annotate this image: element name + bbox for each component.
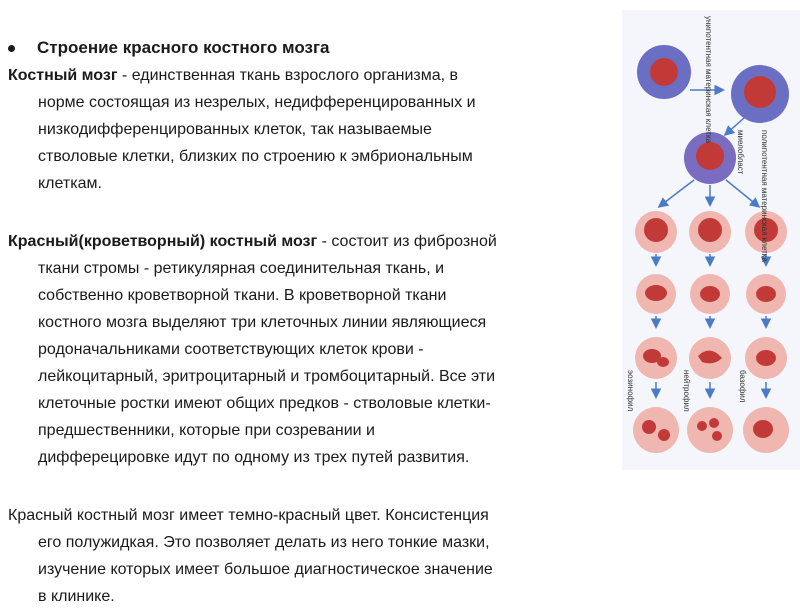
cell-col1-row1 xyxy=(635,211,677,253)
hematopoiesis-diagram xyxy=(622,10,800,470)
label-col1: эозинофил xyxy=(626,370,635,412)
p3-line-3: изучение которых имеет большое диагностическое значение xyxy=(38,561,493,578)
p2-line-4: костного мозга выделяют три клеточных линии являющиеся xyxy=(38,314,487,331)
term-red-marrow: Красный(кроветворный) костный мозг xyxy=(8,233,318,250)
label-myeloblast: миелобласт xyxy=(736,130,745,175)
cell-col2-row1 xyxy=(689,211,731,253)
p2-line-8: предшественники, которые при созревании и xyxy=(38,422,375,439)
slide-title: Строение красного костного мозга xyxy=(37,38,330,57)
p1-line-3: низкодифференцированных клеток, так называемые xyxy=(38,121,432,138)
p2-line-7: клеточные ростки имеют общих предков - стволовые клетки- xyxy=(38,395,491,412)
label-stem: унипотентная материнская клетка xyxy=(704,16,713,144)
p2-line-6: лейкоцитарный, эритроцитарный и тромбоцитарный. Все эти xyxy=(38,368,496,385)
label-poly: полипотентная материнская клетка xyxy=(760,130,769,262)
cell-col2-row4 xyxy=(687,407,733,453)
cell-col3-row4 xyxy=(743,407,789,453)
cell-col3-row3 xyxy=(745,337,787,379)
p2-line-3: собственно кроветворной ткани. В кроветворной ткани xyxy=(38,287,447,304)
cell-col1-row2 xyxy=(636,274,676,314)
slide-title-row xyxy=(8,38,329,58)
label-col3: базофил xyxy=(738,370,747,403)
cell-col1-row4 xyxy=(633,407,679,453)
cell-col3-row2 xyxy=(746,274,786,314)
p3-line-2: его полужидкая. Это позволяет делать из него тонкие мазки, xyxy=(38,534,490,551)
term-bone-marrow: Костный мозг xyxy=(8,67,118,84)
p3-line-4: в клинике. xyxy=(38,588,115,605)
cell-col2-row3 xyxy=(689,337,731,379)
arrow-col1 xyxy=(660,180,694,206)
paragraph-consistency xyxy=(8,502,618,610)
hematopoiesis-figure xyxy=(622,10,800,470)
bullet-icon xyxy=(8,45,15,52)
paragraph-red-marrow xyxy=(8,228,628,471)
p2-line-1: - состоит из фиброзной xyxy=(317,233,497,250)
p1-line-5: клеткам. xyxy=(38,175,102,192)
label-col2: нейтрофил xyxy=(682,370,691,412)
p2-line-9: дифферецировке идут по одному из трех путей развития. xyxy=(38,449,470,466)
cell-col2-row2 xyxy=(690,274,730,314)
p2-line-5: родоначальниками соответствующих клеток крови - xyxy=(38,341,424,358)
cell-col1-row3 xyxy=(635,337,677,379)
p1-line-1: - единственная ткань взрослого организма, в xyxy=(117,67,459,84)
stem-cell-polypotent xyxy=(731,65,789,123)
p1-line-4: стволовые клетки, близких по строению к эмбриональным xyxy=(38,148,473,165)
arrow-col3 xyxy=(726,180,758,206)
p2-line-2: ткани стромы - ретикулярная соединительная ткань, и xyxy=(38,260,445,277)
stem-cell-unipotent xyxy=(637,45,691,99)
paragraph-bone-marrow xyxy=(8,62,608,197)
p3-line-1: Красный костный мозг имеет темно-красный цвет. Консистенция xyxy=(8,507,489,524)
p1-line-2: норме состоящая из незрелых, недифференцированных и xyxy=(38,94,476,111)
